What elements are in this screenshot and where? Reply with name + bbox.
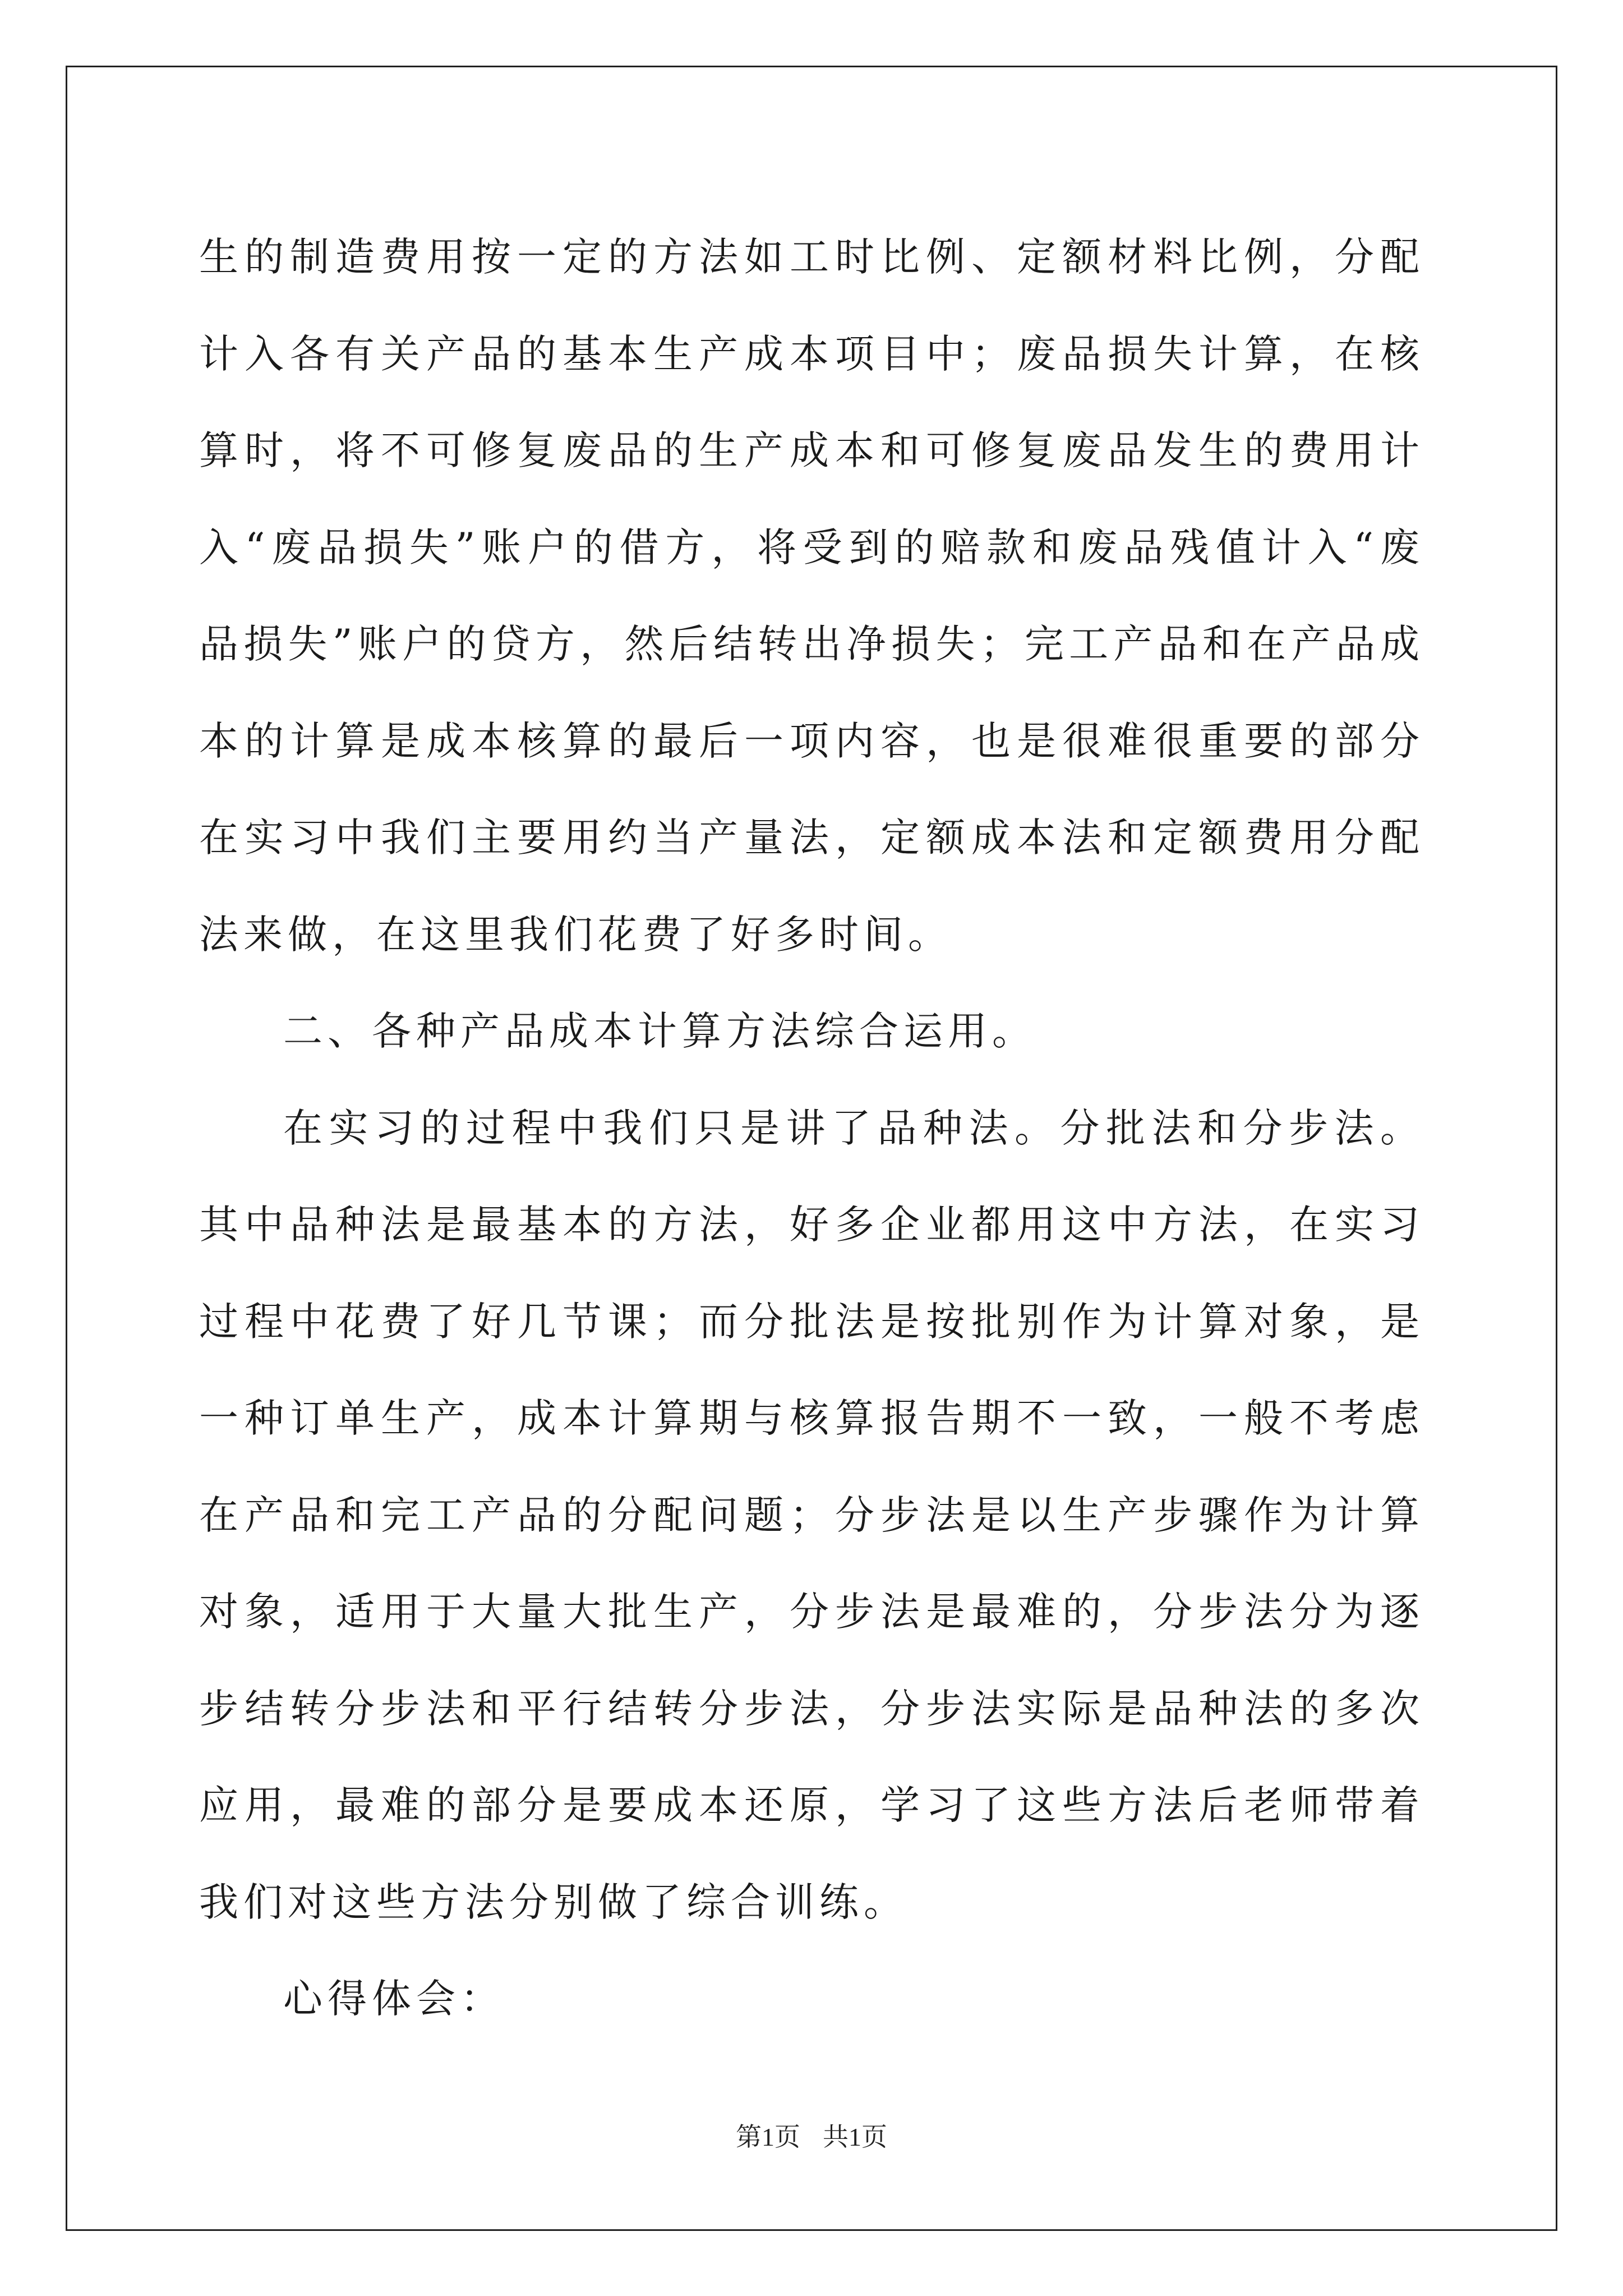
page-footer xyxy=(0,2120,1623,2154)
paragraph-continuation: 生的制造费用按一定的方法如工时比例、定额材料比例，分配计入各有关产品的基本生产成本项目中；废品损失计算，在核算时，将不可修复废品的生产成本和可修复废品发生的费用计入“废品损失”账户的借方，将受到的赔款和废品残值计入“废品损失”账户的贷方，然后结转出净损失；完工产品和在产品成本的计算是成本核算的最后一项内容，也是很难很重要的部分在实习中我们主要用约当产量法，定额成本法和定额费用分配法来做，在这里我们花费了好多时间。 xyxy=(199,234,1424,958)
page-number: 第1页 xyxy=(736,2123,800,2151)
document-body xyxy=(199,209,1424,2047)
section-heading-two: 二、各种产品成本计算方法综合运用。 xyxy=(283,1008,1036,1054)
paragraph-reflection-heading: 心得体会： xyxy=(283,1976,505,2022)
page-total: 共1页 xyxy=(823,2123,887,2151)
paragraph-methods: 在实习的过程中我们只是讲了品种法。分批法和分步法。其中品种法是最基本的方法，好多企业都用这中方法，在实习过程中花费了好几节课；而分批法是按批别作为计算对象，是一种订单生产，成本计算期与核算报告期不一致，一般不考虑在产品和完工产品的分配问题；分步法是以生产步骤作为计算对象，适用于大量大批生产，分步法是最难的，分步法分为逐步结转分步法和平行结转分步法，分步法实际是品种法的多次应用，最难的部分是要成本还原，学习了这些方法后老师带着我们对这些方法分别做了综合训练。 xyxy=(199,1105,1424,1925)
